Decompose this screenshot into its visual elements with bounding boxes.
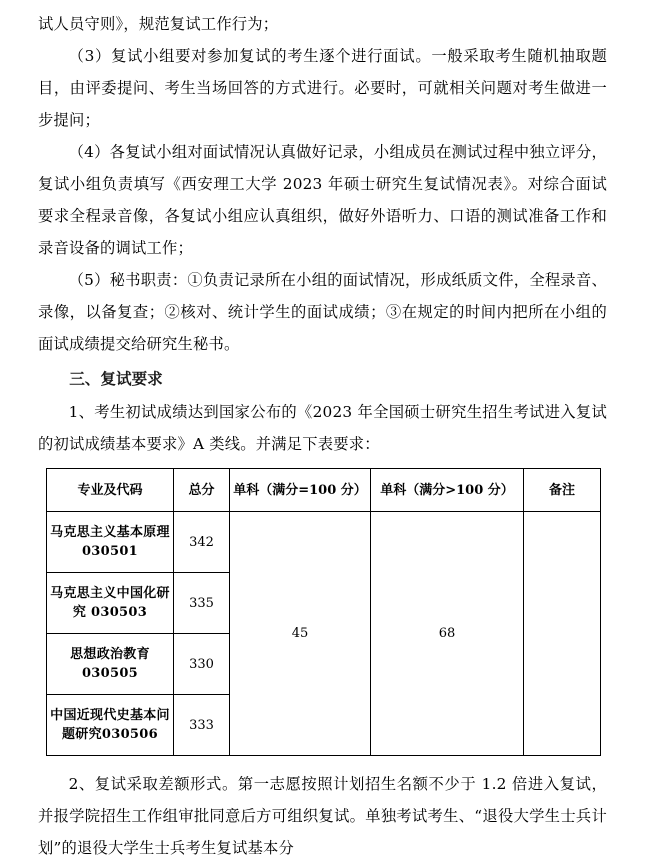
table-header-single-over-100: 单科（满分>100 分） [371, 469, 524, 512]
table-header-note: 备注 [524, 469, 601, 512]
cell-total: 333 [174, 695, 230, 756]
cell-total: 342 [174, 512, 230, 573]
score-table-wrapper [38, 468, 607, 756]
table-header-total: 总分 [174, 469, 230, 512]
table-row [47, 512, 601, 573]
cell-total: 330 [174, 634, 230, 695]
cell-total: 335 [174, 573, 230, 634]
cell-major: 马克思主义基本原理 030501 [47, 512, 174, 573]
cell-major: 马克思主义中国化研究 030503 [47, 573, 174, 634]
cell-single-over-100: 68 [371, 512, 524, 756]
table-header-row [47, 469, 601, 512]
paragraph-item-5: （5）秘书职责：①负责记录所在小组的面试情况，形成纸质文件，全程录音、录像，以备复查；②核对、统计学生的面试成绩；③在规定的时间内把所在小组的面试成绩提交给研究生秘书。 [38, 271, 607, 353]
table-header-single-100: 单科（满分=100 分） [230, 469, 371, 512]
paragraph-continuation: 试人员守则》，规范复试工作行为； [38, 15, 279, 33]
score-requirement-table [46, 468, 601, 756]
cell-major: 思想政治教育030505 [47, 634, 174, 695]
table-header-major: 专业及代码 [47, 469, 174, 512]
paragraph-requirement-1: 1、考生初试成绩达到国家公布的《2023 年全国硕士研究生招生考试进入复试的初试成绩基本要求》A 类线。并满足下表要求： [38, 403, 607, 453]
cell-note [524, 512, 601, 756]
paragraph-item-3: （3）复试小组要对参加复试的考生逐个进行面试。一般采取考生随机抽取题目，由评委提问、考生当场回答的方式进行。必要时，可就相关问题对考生做进一步提问； [38, 47, 607, 129]
cell-major: 中国近现代史基本问题研究030506 [47, 695, 174, 756]
paragraph-requirement-2: 2、复试采取差额形式。第一志愿按照计划招生名额不少于 1.2 倍进入复试，并报学院招生工作组审批同意后方可组织复试。单独考试考生、“退役大学生士兵计划”的退役大学生士兵考生复试基本分 [38, 775, 607, 857]
cell-single-100: 45 [230, 512, 371, 756]
paragraph-item-4: （4）各复试小组对面试情况认真做好记录，小组成员在测试过程中独立评分，复试小组负责填写《西安理工大学 2023 年硕士研究生复试情况表》。对综合面试要求全程录音像，各复试小组应认真组织，做好外语听力、口语的测试准备工作和录音设备的调试工作； [38, 143, 607, 257]
section-heading-retest-requirements: 三、复试要求 [69, 369, 163, 388]
